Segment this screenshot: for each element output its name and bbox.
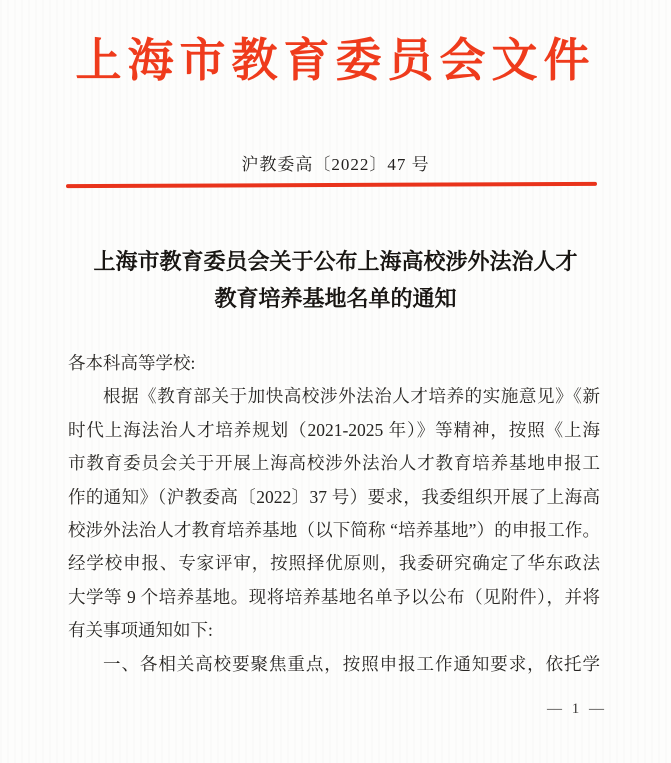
page-number: — 1 — <box>547 701 607 717</box>
document-reference-number: 沪教委高〔2022〕47 号 <box>241 155 430 174</box>
body-line: 根据《教育部关于加快高校涉外法治人才培养的实施意见》《新 <box>103 386 600 407</box>
salutation-line: 各本科高等学校: <box>68 353 196 373</box>
body-line: 一、各相关高校要聚焦重点，按照申报工作通知要求，依托学 <box>103 653 600 674</box>
body-line: 市教育委员会关于开展上海高校涉外法治人才教育培养基地申报工 <box>68 453 600 474</box>
red-divider-rule <box>66 182 597 188</box>
body-line: 校涉外法治人才教育培养基地（以下简称 “培养基地”）的申报工作。 <box>68 519 600 540</box>
body-line: 经学校申报、专家评审，按照择优原则，我委研究确定了华东政法 <box>68 553 600 574</box>
document-title-line-2: 教育培养基地名单的通知 <box>214 286 457 311</box>
document-body <box>68 347 600 681</box>
body-line: 大学等 9 个培养基地。现将培养基地名单予以公布（见附件），并将 <box>68 586 600 607</box>
document-title-line-1: 上海市教育委员会关于公布上海高校涉外法治人才 <box>93 249 578 274</box>
body-line: 有关事项通知如下: <box>68 620 213 641</box>
document-title <box>0 243 671 317</box>
body-line: 时代上海法治人才培养规划（2021-2025 年）》等精神，按照《上海 <box>68 419 600 440</box>
body-line: 作的通知》（沪教委高〔2022〕37 号）要求，我委组织开展了上海高 <box>68 486 600 507</box>
letterhead-title: 上海市教育委员会文件 <box>75 35 596 86</box>
